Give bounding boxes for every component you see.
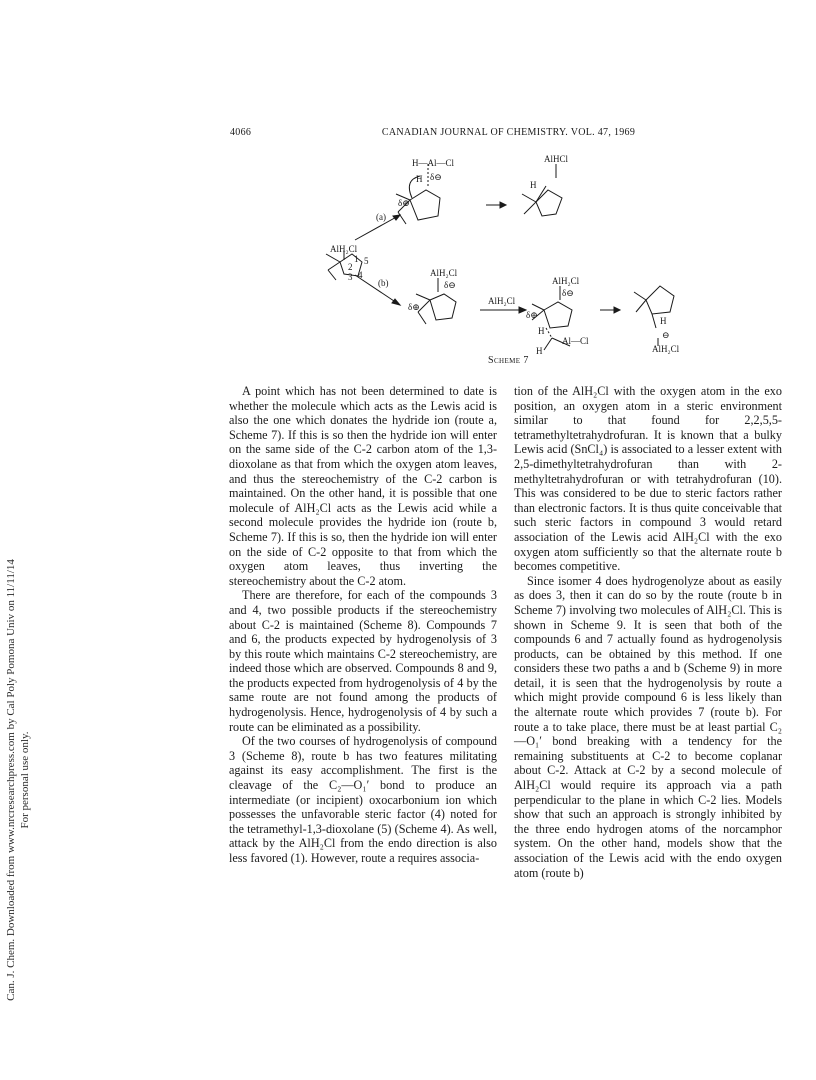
scheme-drawing [300,150,720,375]
reaction-scheme [300,150,720,375]
paragraph: Since isomer 4 does hydrogenolyze about as easily as does 3, then it can do so by the route (route b in Scheme 7) involving two molecules of AlH₂Cl. This is shown in Scheme 9. It is seen that both of the compounds 6 and 7 actually found as hydrogenolysis products, can be obtained by this method. If one considers these two paths a and b (Scheme 9) in more detail, it is seen that the hydrogenolysis by route a which might provide compound 6 is less likely than the alternate route which provides 7 (route b). For route a to take place, there must be at least partial C₂—O₁′ bond breaking with a tendency for the remaining substituents at C-2 to become coplanar about C-2. Attack at C-2 by a second molecule of AlH₂Cl would require its approach via a path perpendicular to the plane in which C-2 lies. Models show that such an approach is strongly inhibited by the three endo hydrogen atoms of the norcamphor system. On the other hand, models show that the association of the Lewis acid with the endo oxygen atom (route b) [514,573,782,880]
ts-a-h: H [416,174,423,184]
complex-b2-label: AlH₂Cl [552,276,580,286]
ts-b-alcl: Al—Cl [562,336,589,346]
paragraph: A point which has not been determined to date is whether the molecule which acts as the Lewis acid is also the one which donates the hydride ion (route a, Scheme 7). If this is so then the hydride ion will enter on the same side of the C-2 carbon atom of the 1,3-dioxolane as that from which the oxygen atom leaves, and thus the stereochemistry of the C-2 carbon is maintained. On the other hand, it is possible that one molecule of AlH₂Cl acts as the Lewis acid while a second molecule provides the hydride ion (route b, Scheme 7). If this is so, then the hydride ion will enter on the side of C-2 opposite to that from which the oxygen atom leaves, thus inverting the stereochemistry about the C-2 atom. [229,384,497,588]
ring-number-4: 4 [358,270,363,280]
paragraph: Of the two courses of hydrogenolysis of compound 3 (Scheme 8), route b has two features militating against its easy accomplishment. The first is the cleavage of the C₂—O₁′ bond to produce an intermediate (or incipient) oxocarbonium ion which possesses the unfavorable steric factor (4) noted for the tetramethyl-1,3-dioxolane (5) (Scheme 4). As well, attack by the AlH₂Cl from the endo direction is also less favored (1). However, route a requires associa- [229,734,497,865]
product-a-group: AlHCl [544,154,569,164]
complex-b-delta-plus: δ⊕ [408,302,420,312]
complex-b2-delta-minus: δ⊖ [562,288,574,298]
product-b-group: AlH₂Cl [652,344,680,354]
product-b-h: H [660,316,667,326]
route-a-label: (a) [376,212,386,222]
ts-a-label: H—Al—Cl [412,158,455,168]
complex-b2-delta-plus: δ⊕ [526,310,538,320]
ring-number-5: 5 [364,256,369,266]
ring-number-1: 1 [354,254,359,264]
running-header [230,127,787,143]
product-b-ominus: ⊖ [662,330,670,340]
page-number: 4066 [230,127,252,138]
ts-a-delta-minus: δ⊖ [430,172,442,182]
watermark-line-2: For personal use only. [19,731,31,829]
complex-b-label: AlH₂Cl [430,268,458,278]
watermark-line-1: Can. J. Chem. Downloaded from www.nrcresearchpress.com by Cal Poly Pomona Univ on 11/11/14 [5,559,17,1001]
arrow-reagent-label: AlH₂Cl [488,296,516,306]
ring-number-2: 2 [348,262,353,272]
ts-a-delta-plus: δ⊕ [398,198,410,208]
product-a-ring [522,164,562,216]
paragraph: tion of the AlH₂Cl with the oxygen atom in the exo position, an oxygen atom in a steric environment similar to that found for 2,2,5,5-tetramethyltetrahydrofuran. It is known that a bulky Lewis acid (SnCl₄) is associated to a lesser extent with 2,5-dimethyltetrahydrofuran than with 2-methyltetrahydrofuran or with tetrahydrofuran (10). This was considered to be due to steric factors rather than electronic factors. It is thus quite conceivable that such steric factors in compound 3 would retard association of the Lewis acid AlH₂Cl with the exo oxygen atom sufficiently so that the alternate route b becomes competitive. [514,384,782,574]
scheme-caption: Scheme 7 [488,355,529,366]
download-watermark [4,480,64,1080]
paragraph: There are therefore, for each of the compounds 3 and 4, two possible products if the stereochemistry about C-2 is maintained (Scheme 8). Compounds 7 and 6, the products expected by hydrogenolysis of 3 by this route which maintains C-2 stereochemistry, are indeed those which are observed. Compounds 8 and 9, the products expected from hydrogenolysis of 4 by the same route are not found among the products of hydrogenolysis. Hence, hydrogenolysis of 4 by such a route can be eliminated as a possibility. [229,588,497,734]
route-b-label: (b) [378,278,389,288]
text-column-left [229,384,497,866]
ts-b-h: H [538,326,545,336]
complex-b-delta-minus: δ⊖ [444,280,456,290]
product-a-h: H [530,180,537,190]
start-reagent-label: AlH₂Cl [330,244,358,254]
journal-title: CANADIAN JOURNAL OF CHEMISTRY. VOL. 47, 1969 [381,127,636,138]
ts-b-h2: H [536,346,543,356]
text-column-right [514,384,782,880]
ring-number-3: 3 [348,272,353,282]
